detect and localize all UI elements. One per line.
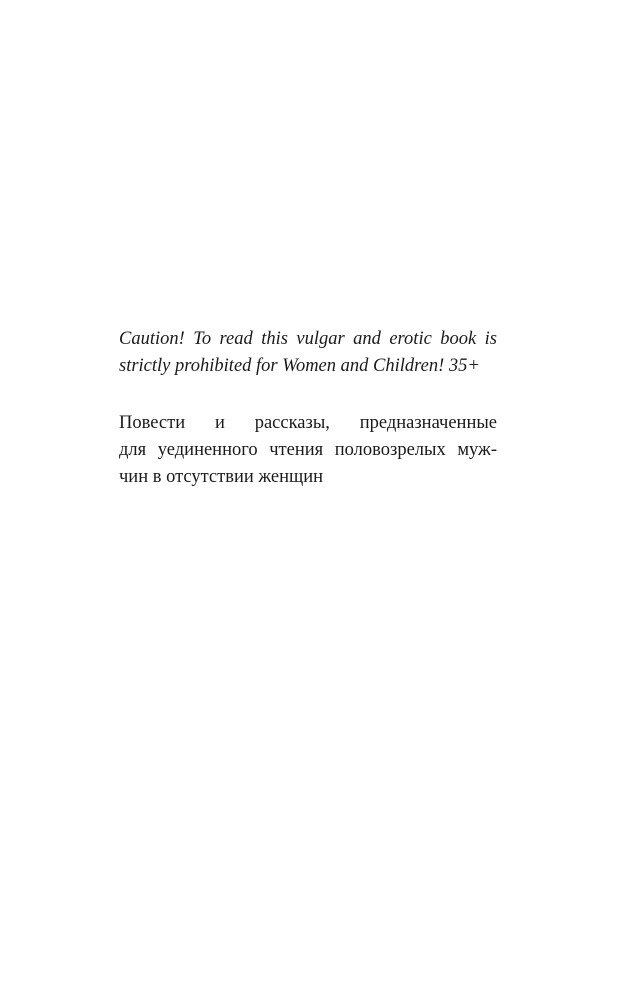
book-description <box>119 410 497 491</box>
description-line-1: Повести и рассказы, предназначенные <box>119 413 497 433</box>
caution-line-1: Caution! To read this vulgar and erotic book is <box>119 329 497 349</box>
caution-notice <box>119 326 497 380</box>
caution-line-2: strictly prohibited for Women and Children! 35+ <box>119 356 480 376</box>
description-line-2: для уединенного чтения половозрелых муж- <box>119 440 497 460</box>
description-line-3: чин в отсутствии женщин <box>119 467 324 487</box>
